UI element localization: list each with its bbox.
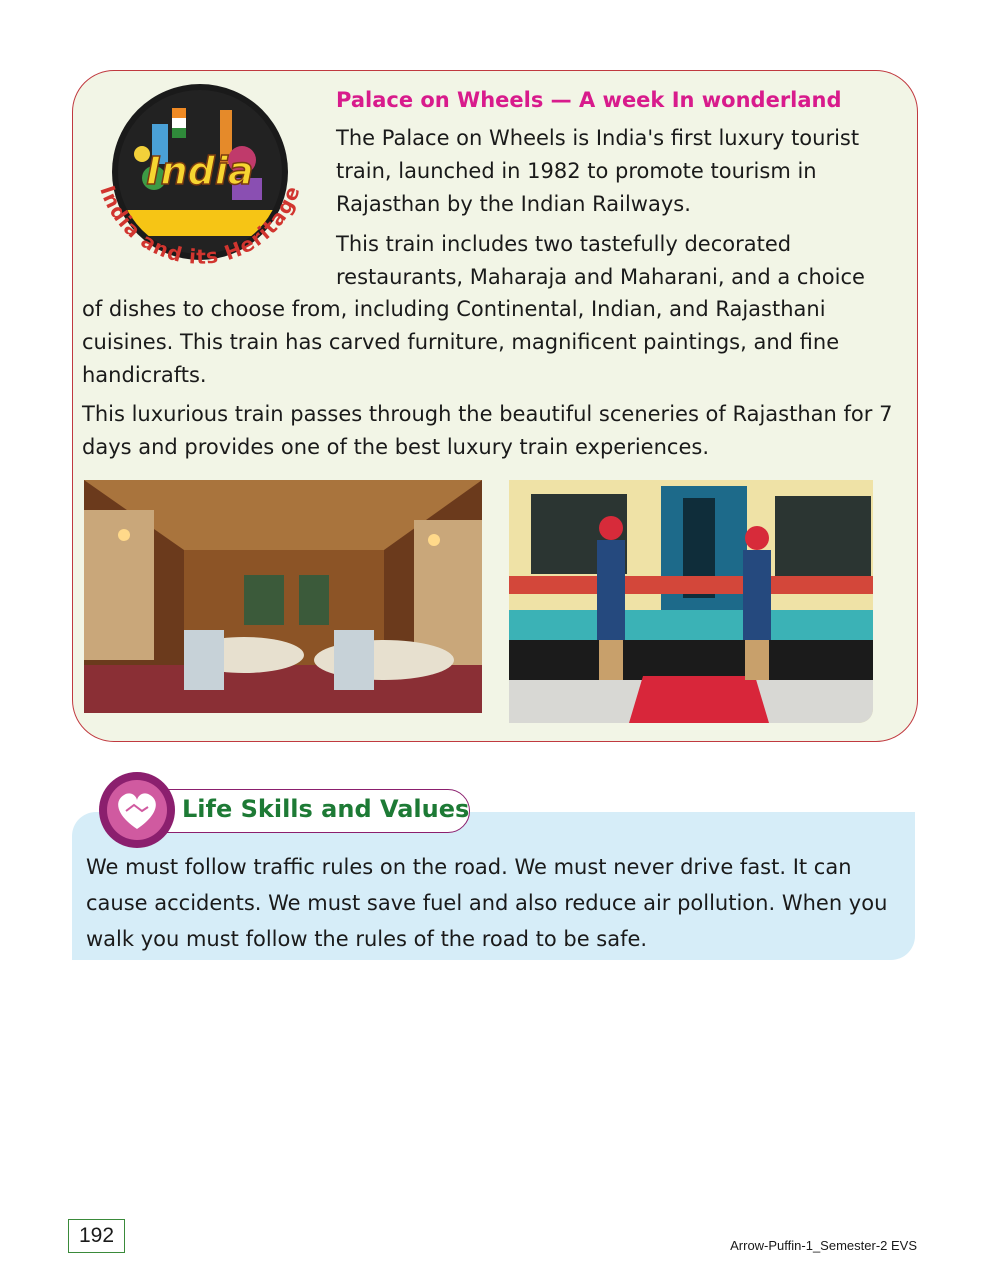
train-entrance-photo <box>509 480 873 723</box>
heritage-title: Palace on Wheels — A week In wonderland <box>336 88 842 112</box>
book-title-footer: Arrow-Puffin-1_Semester-2 EVS <box>730 1238 917 1253</box>
india-heritage-badge <box>82 80 322 295</box>
heritage-paragraph-3: This luxurious train passes through the beautiful sceneries of Rajasthan for 7 days and provides one of the best luxury train experiences. <box>82 402 893 459</box>
page-number: 192 <box>68 1219 125 1253</box>
badge-label: India and its Heritage <box>95 182 305 269</box>
heritage-paragraph-2-rest: of dishes to choose from, including Continental, Indian, and Rajasthani cuisines. This train has carved furniture, magnificent paintings, and fine handicrafts. <box>82 297 840 387</box>
life-skills-title: Life Skills and Values <box>182 795 470 823</box>
dining-car-photo <box>84 480 482 713</box>
life-skills-text: We must follow traffic rules on the road. We must never drive fast. It can cause accidents. We must save fuel and also reduce air pollution. When you walk you must follow the rules of the road to be safe. <box>86 855 888 951</box>
heritage-paragraph-1: The Palace on Wheels is India's first luxury tourist train, launched in 1982 to promote tourism in Rajasthan by the Indian Railways. <box>336 126 860 216</box>
heritage-paragraph-2-lead: This train includes two tastefully decorated restaurants, Maharaja and Maharani, and a choice <box>336 232 865 289</box>
handshake-heart-icon <box>98 771 176 849</box>
india-logo-text: India <box>146 149 254 193</box>
